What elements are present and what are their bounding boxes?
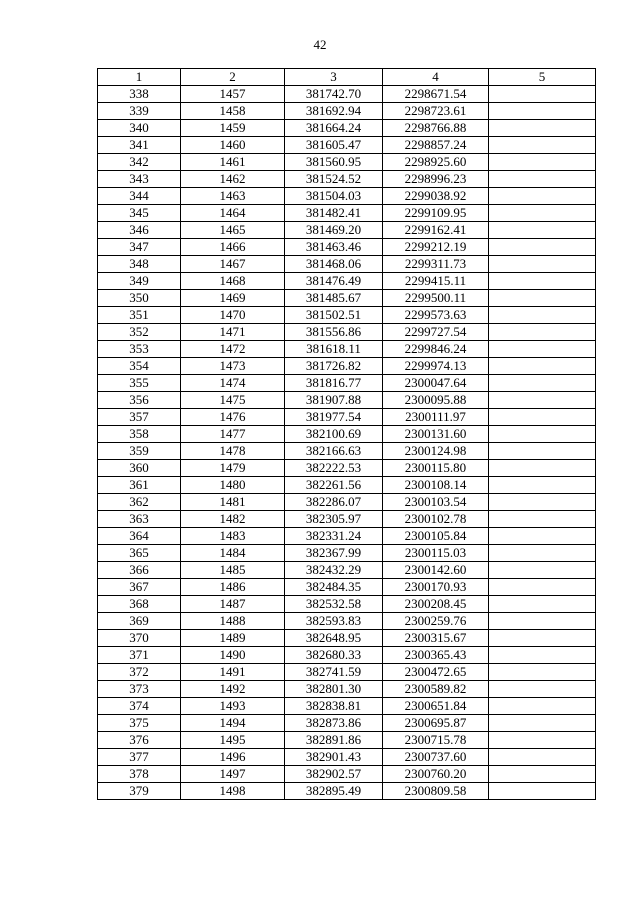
- table-cell: 2299500.11: [383, 290, 489, 307]
- table-cell: 1492: [181, 681, 285, 698]
- table-cell: 382286.07: [285, 494, 383, 511]
- table-cell: 1458: [181, 103, 285, 120]
- table-row: [98, 630, 596, 647]
- table-cell: [489, 409, 596, 426]
- table-cell: 1477: [181, 426, 285, 443]
- table-cell: 360: [98, 460, 181, 477]
- table-cell: 364: [98, 528, 181, 545]
- table-cell: [489, 426, 596, 443]
- table-row: [98, 392, 596, 409]
- table-cell: 339: [98, 103, 181, 120]
- table-cell: 382901.43: [285, 749, 383, 766]
- table-cell: 2300695.87: [383, 715, 489, 732]
- table-cell: [489, 664, 596, 681]
- table-cell: 2299573.63: [383, 307, 489, 324]
- table-cell: 1476: [181, 409, 285, 426]
- table-cell: 372: [98, 664, 181, 681]
- table-cell: 382741.59: [285, 664, 383, 681]
- column-header: 4: [383, 69, 489, 86]
- table-cell: 381742.70: [285, 86, 383, 103]
- table-row: [98, 715, 596, 732]
- table-cell: 2300760.20: [383, 766, 489, 783]
- table-row: [98, 698, 596, 715]
- table-row: [98, 307, 596, 324]
- table-cell: 2299415.11: [383, 273, 489, 290]
- table-cell: 357: [98, 409, 181, 426]
- table-cell: [489, 358, 596, 375]
- table-cell: [489, 290, 596, 307]
- table-cell: 1460: [181, 137, 285, 154]
- table-cell: [489, 120, 596, 137]
- table-cell: [489, 494, 596, 511]
- table-row: [98, 273, 596, 290]
- table-cell: 382367.99: [285, 545, 383, 562]
- table-row: [98, 732, 596, 749]
- coordinates-table: [97, 68, 596, 800]
- table-cell: 382873.86: [285, 715, 383, 732]
- table-row: [98, 579, 596, 596]
- table-cell: 1472: [181, 341, 285, 358]
- table-cell: 361: [98, 477, 181, 494]
- table-cell: [489, 596, 596, 613]
- table-row: [98, 205, 596, 222]
- table-cell: [489, 732, 596, 749]
- table-row: [98, 426, 596, 443]
- table-cell: 382838.81: [285, 698, 383, 715]
- table-cell: 338: [98, 86, 181, 103]
- table-row: [98, 766, 596, 783]
- table-cell: 2298671.54: [383, 86, 489, 103]
- table-row: [98, 171, 596, 188]
- table-cell: 2299212.19: [383, 239, 489, 256]
- table-cell: 1471: [181, 324, 285, 341]
- table-cell: [489, 154, 596, 171]
- table-cell: 373: [98, 681, 181, 698]
- table-cell: 362: [98, 494, 181, 511]
- table-cell: 350: [98, 290, 181, 307]
- table-cell: 351: [98, 307, 181, 324]
- table-row: [98, 749, 596, 766]
- table-cell: [489, 647, 596, 664]
- table-cell: [489, 392, 596, 409]
- table-row: [98, 647, 596, 664]
- table-cell: 353: [98, 341, 181, 358]
- table-cell: 381977.54: [285, 409, 383, 426]
- table-cell: 1479: [181, 460, 285, 477]
- table-cell: 381907.88: [285, 392, 383, 409]
- table-cell: 2300095.88: [383, 392, 489, 409]
- table-cell: 2300102.78: [383, 511, 489, 528]
- table-row: [98, 545, 596, 562]
- table-cell: 368: [98, 596, 181, 613]
- table-cell: 2300103.54: [383, 494, 489, 511]
- table-cell: 381469.20: [285, 222, 383, 239]
- table-cell: 382891.86: [285, 732, 383, 749]
- table-cell: 1494: [181, 715, 285, 732]
- table-header-row: [98, 69, 596, 86]
- table-cell: 2300737.60: [383, 749, 489, 766]
- table-cell: 2299038.92: [383, 188, 489, 205]
- table-cell: 1457: [181, 86, 285, 103]
- table-cell: 342: [98, 154, 181, 171]
- table-cell: [489, 681, 596, 698]
- table-cell: 343: [98, 171, 181, 188]
- table-cell: 374: [98, 698, 181, 715]
- table-row: [98, 409, 596, 426]
- table-cell: 355: [98, 375, 181, 392]
- table-row: [98, 120, 596, 137]
- table-cell: 1474: [181, 375, 285, 392]
- table-cell: [489, 324, 596, 341]
- table-cell: [489, 222, 596, 239]
- table-row: [98, 290, 596, 307]
- table-cell: 381816.77: [285, 375, 383, 392]
- table-cell: 349: [98, 273, 181, 290]
- table-cell: 1469: [181, 290, 285, 307]
- table-cell: 1461: [181, 154, 285, 171]
- table-cell: 1468: [181, 273, 285, 290]
- table-cell: 2300208.45: [383, 596, 489, 613]
- table-cell: 2300105.84: [383, 528, 489, 545]
- table-row: [98, 137, 596, 154]
- table-row: [98, 222, 596, 239]
- table-cell: 2298996.23: [383, 171, 489, 188]
- table-cell: 2300142.60: [383, 562, 489, 579]
- table-cell: 352: [98, 324, 181, 341]
- table-cell: 2300124.98: [383, 443, 489, 460]
- table-row: [98, 358, 596, 375]
- table-row: [98, 596, 596, 613]
- table-row: [98, 443, 596, 460]
- table-cell: 371: [98, 647, 181, 664]
- table-cell: 2299846.24: [383, 341, 489, 358]
- table-cell: 1470: [181, 307, 285, 324]
- table-row: [98, 528, 596, 545]
- table-cell: 381524.52: [285, 171, 383, 188]
- table-cell: 381664.24: [285, 120, 383, 137]
- table-cell: [489, 613, 596, 630]
- table-cell: 340: [98, 120, 181, 137]
- table-cell: 2300651.84: [383, 698, 489, 715]
- table-cell: 2299727.54: [383, 324, 489, 341]
- table-cell: 1498: [181, 783, 285, 800]
- table-cell: 2300115.03: [383, 545, 489, 562]
- table-cell: 379: [98, 783, 181, 800]
- table-cell: 381485.67: [285, 290, 383, 307]
- table-row: [98, 375, 596, 392]
- table-cell: [489, 715, 596, 732]
- table-cell: 382484.35: [285, 579, 383, 596]
- table-cell: 1491: [181, 664, 285, 681]
- table-row: [98, 613, 596, 630]
- column-header: 2: [181, 69, 285, 86]
- table-cell: 381618.11: [285, 341, 383, 358]
- table-cell: 1465: [181, 222, 285, 239]
- table-cell: [489, 137, 596, 154]
- table-cell: 381476.49: [285, 273, 383, 290]
- table-row: [98, 494, 596, 511]
- table-cell: 344: [98, 188, 181, 205]
- table-cell: 367: [98, 579, 181, 596]
- table-cell: 382305.97: [285, 511, 383, 528]
- table-cell: [489, 188, 596, 205]
- table-cell: 347: [98, 239, 181, 256]
- table-cell: 382902.57: [285, 766, 383, 783]
- table-cell: [489, 375, 596, 392]
- table-cell: 381560.95: [285, 154, 383, 171]
- table-cell: [489, 766, 596, 783]
- table-cell: 378: [98, 766, 181, 783]
- table-cell: 382648.95: [285, 630, 383, 647]
- table-cell: 365: [98, 545, 181, 562]
- table-cell: 1486: [181, 579, 285, 596]
- table-cell: 375: [98, 715, 181, 732]
- table-cell: 1487: [181, 596, 285, 613]
- table-cell: 382166.63: [285, 443, 383, 460]
- table-cell: 381468.06: [285, 256, 383, 273]
- table-cell: 363: [98, 511, 181, 528]
- table-cell: [489, 341, 596, 358]
- table-cell: 341: [98, 137, 181, 154]
- table-cell: 1463: [181, 188, 285, 205]
- table-cell: [489, 171, 596, 188]
- table-cell: 358: [98, 426, 181, 443]
- table-cell: 382331.24: [285, 528, 383, 545]
- table-cell: 381556.86: [285, 324, 383, 341]
- table-cell: 346: [98, 222, 181, 239]
- table-cell: 1495: [181, 732, 285, 749]
- page-number: 42: [313, 37, 327, 52]
- table-cell: 377: [98, 749, 181, 766]
- table-cell: 2298766.88: [383, 120, 489, 137]
- table-cell: 1485: [181, 562, 285, 579]
- table-cell: 1462: [181, 171, 285, 188]
- table-cell: 369: [98, 613, 181, 630]
- table-cell: 2300047.64: [383, 375, 489, 392]
- table-cell: 1483: [181, 528, 285, 545]
- table-cell: 382593.83: [285, 613, 383, 630]
- table-cell: 2299109.95: [383, 205, 489, 222]
- column-header: 3: [285, 69, 383, 86]
- table-cell: 382261.56: [285, 477, 383, 494]
- table-cell: 2300111.97: [383, 409, 489, 426]
- table-cell: 381692.94: [285, 103, 383, 120]
- table-row: [98, 562, 596, 579]
- table-row: [98, 86, 596, 103]
- table-cell: 359: [98, 443, 181, 460]
- table-cell: 2300589.82: [383, 681, 489, 698]
- table-cell: 2299162.41: [383, 222, 489, 239]
- table-cell: 381482.41: [285, 205, 383, 222]
- table-cell: [489, 511, 596, 528]
- table-cell: [489, 783, 596, 800]
- table-cell: 2300715.78: [383, 732, 489, 749]
- table-cell: 381726.82: [285, 358, 383, 375]
- table-cell: 2300315.67: [383, 630, 489, 647]
- table-cell: [489, 460, 596, 477]
- table-row: [98, 324, 596, 341]
- table-cell: 1497: [181, 766, 285, 783]
- table-cell: [489, 630, 596, 647]
- column-header: 5: [489, 69, 596, 86]
- table-row: [98, 188, 596, 205]
- table-body: [98, 86, 596, 800]
- table-cell: 2300472.65: [383, 664, 489, 681]
- table-cell: 1493: [181, 698, 285, 715]
- table-cell: 1464: [181, 205, 285, 222]
- table-cell: 381504.03: [285, 188, 383, 205]
- table-cell: [489, 477, 596, 494]
- table-cell: 381605.47: [285, 137, 383, 154]
- table-cell: 1480: [181, 477, 285, 494]
- table-cell: 382222.53: [285, 460, 383, 477]
- table-cell: 1488: [181, 613, 285, 630]
- table-cell: 1490: [181, 647, 285, 664]
- table-cell: [489, 443, 596, 460]
- table-cell: 2299311.73: [383, 256, 489, 273]
- table-cell: 2300170.93: [383, 579, 489, 596]
- table-cell: 354: [98, 358, 181, 375]
- table-cell: 382432.29: [285, 562, 383, 579]
- table-cell: 348: [98, 256, 181, 273]
- table-row: [98, 783, 596, 800]
- table-cell: 382895.49: [285, 783, 383, 800]
- table-row: [98, 460, 596, 477]
- table-cell: 1482: [181, 511, 285, 528]
- table-cell: 356: [98, 392, 181, 409]
- table-row: [98, 103, 596, 120]
- table-cell: 2300365.43: [383, 647, 489, 664]
- table-cell: 1475: [181, 392, 285, 409]
- table-cell: [489, 103, 596, 120]
- table-cell: 382680.33: [285, 647, 383, 664]
- table-row: [98, 477, 596, 494]
- table-cell: [489, 205, 596, 222]
- table-row: [98, 239, 596, 256]
- table-cell: 366: [98, 562, 181, 579]
- table-cell: [489, 256, 596, 273]
- table-cell: 2300108.14: [383, 477, 489, 494]
- table-cell: 2300809.58: [383, 783, 489, 800]
- table-cell: [489, 307, 596, 324]
- table-cell: [489, 579, 596, 596]
- table-cell: 345: [98, 205, 181, 222]
- table-cell: 2300259.76: [383, 613, 489, 630]
- table-cell: 1467: [181, 256, 285, 273]
- table-cell: 2300115.80: [383, 460, 489, 477]
- table-cell: 376: [98, 732, 181, 749]
- table-cell: 382801.30: [285, 681, 383, 698]
- table-cell: [489, 239, 596, 256]
- table-cell: 2298925.60: [383, 154, 489, 171]
- table-row: [98, 341, 596, 358]
- table-cell: 1489: [181, 630, 285, 647]
- table-cell: 2298723.61: [383, 103, 489, 120]
- table-row: [98, 256, 596, 273]
- table-cell: [489, 528, 596, 545]
- table-cell: 2299974.13: [383, 358, 489, 375]
- table-cell: 1473: [181, 358, 285, 375]
- table-cell: 1496: [181, 749, 285, 766]
- table-cell: 1466: [181, 239, 285, 256]
- table-row: [98, 154, 596, 171]
- table-row: [98, 664, 596, 681]
- table-cell: 2300131.60: [383, 426, 489, 443]
- table-cell: 382100.69: [285, 426, 383, 443]
- table-cell: 1478: [181, 443, 285, 460]
- table-cell: 1459: [181, 120, 285, 137]
- table-cell: 370: [98, 630, 181, 647]
- table-cell: 381463.46: [285, 239, 383, 256]
- table-cell: [489, 273, 596, 290]
- table-cell: [489, 698, 596, 715]
- table-cell: [489, 86, 596, 103]
- table-cell: 2298857.24: [383, 137, 489, 154]
- table-cell: 1484: [181, 545, 285, 562]
- table-cell: [489, 562, 596, 579]
- table-cell: [489, 749, 596, 766]
- table-row: [98, 511, 596, 528]
- table-cell: 1481: [181, 494, 285, 511]
- table-cell: 381502.51: [285, 307, 383, 324]
- table-row: [98, 681, 596, 698]
- column-header: 1: [98, 69, 181, 86]
- table-cell: [489, 545, 596, 562]
- table-cell: 382532.58: [285, 596, 383, 613]
